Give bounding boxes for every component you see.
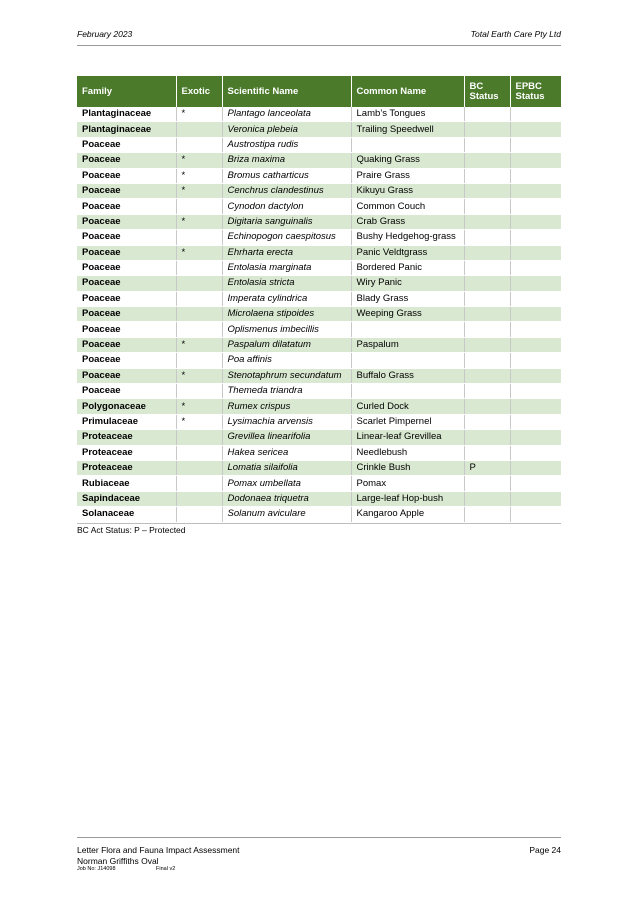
cell-bc-status: [464, 414, 510, 429]
cell-common-name: Paspalum: [351, 337, 464, 352]
cell-bc-status: [464, 368, 510, 383]
cell-exotic: [176, 476, 222, 491]
cell-epbc-status: [510, 276, 561, 291]
cell-exotic: [176, 230, 222, 245]
cell-common-name: Bushy Hedgehog-grass: [351, 230, 464, 245]
cell-common-name: Trailing Speedwell: [351, 122, 464, 137]
cell-family: Sapindaceae: [77, 491, 176, 506]
cell-common-name: Pomax: [351, 476, 464, 491]
cell-family: Poaceae: [77, 276, 176, 291]
col-header-exotic: Exotic: [176, 76, 222, 107]
cell-common-name: Buffalo Grass: [351, 368, 464, 383]
cell-common-name: Common Couch: [351, 199, 464, 214]
cell-scientific-name: Entolasia stricta: [222, 276, 351, 291]
cell-family: Poaceae: [77, 291, 176, 306]
cell-bc-status: [464, 107, 510, 122]
cell-epbc-status: [510, 368, 561, 383]
cell-exotic: [176, 307, 222, 322]
footer-divider: [77, 837, 561, 838]
cell-scientific-name: Solanum aviculare: [222, 507, 351, 522]
cell-bc-status: [464, 153, 510, 168]
cell-common-name: Curled Dock: [351, 399, 464, 414]
cell-epbc-status: [510, 384, 561, 399]
cell-common-name: Blady Grass: [351, 291, 464, 306]
status-note: BC Act Status: P – Protected: [77, 525, 186, 535]
cell-exotic: *: [176, 153, 222, 168]
table-row: [77, 199, 561, 214]
cell-family: Poaceae: [77, 322, 176, 337]
cell-exotic: [176, 137, 222, 152]
cell-family: Proteaceae: [77, 445, 176, 460]
cell-common-name: Crinkle Bush: [351, 460, 464, 475]
cell-epbc-status: [510, 199, 561, 214]
cell-family: Rubiaceae: [77, 476, 176, 491]
cell-scientific-name: Lomatia silaifolia: [222, 460, 351, 475]
table-row: [77, 414, 561, 429]
cell-common-name: Scarlet Pimpernel: [351, 414, 464, 429]
table-row: [77, 276, 561, 291]
cell-epbc-status: [510, 353, 561, 368]
table-row: [77, 322, 561, 337]
table-row: [77, 491, 561, 506]
cell-common-name: [351, 322, 464, 337]
cell-bc-status: [464, 122, 510, 137]
cell-exotic: *: [176, 245, 222, 260]
header-date: February 2023: [77, 29, 133, 39]
cell-epbc-status: [510, 430, 561, 445]
cell-family: Proteaceae: [77, 430, 176, 445]
table-row: [77, 214, 561, 229]
cell-bc-status: [464, 337, 510, 352]
cell-family: Poaceae: [77, 214, 176, 229]
cell-scientific-name: Ehrharta erecta: [222, 245, 351, 260]
col-header-scientific-name: Scientific Name: [222, 76, 351, 107]
col-header-epbc-status: EPBC Status: [510, 76, 561, 107]
cell-common-name: [351, 353, 464, 368]
cell-exotic: *: [176, 337, 222, 352]
cell-bc-status: [464, 399, 510, 414]
cell-bc-status: [464, 384, 510, 399]
cell-scientific-name: Plantago lanceolata: [222, 107, 351, 122]
cell-scientific-name: Hakea sericea: [222, 445, 351, 460]
cell-family: Primulaceae: [77, 414, 176, 429]
cell-exotic: [176, 122, 222, 137]
cell-exotic: *: [176, 414, 222, 429]
cell-exotic: *: [176, 168, 222, 183]
cell-exotic: [176, 260, 222, 275]
footer-document-title: Letter Flora and Fauna Impact Assessment: [77, 845, 240, 855]
cell-exotic: [176, 445, 222, 460]
cell-bc-status: [464, 430, 510, 445]
cell-common-name: Quaking Grass: [351, 153, 464, 168]
cell-common-name: [351, 137, 464, 152]
cell-scientific-name: Entolasia marginata: [222, 260, 351, 275]
cell-scientific-name: Themeda triandra: [222, 384, 351, 399]
cell-family: Poaceae: [77, 168, 176, 183]
cell-epbc-status: [510, 337, 561, 352]
cell-family: Proteaceae: [77, 460, 176, 475]
table-row: [77, 122, 561, 137]
species-table-body: [77, 107, 561, 522]
cell-bc-status: [464, 199, 510, 214]
table-row: [77, 183, 561, 198]
cell-common-name: Kikuyu Grass: [351, 183, 464, 198]
cell-family: Solanaceae: [77, 507, 176, 522]
cell-family: Poaceae: [77, 337, 176, 352]
cell-epbc-status: [510, 307, 561, 322]
cell-bc-status: [464, 322, 510, 337]
table-row: [77, 153, 561, 168]
cell-epbc-status: [510, 476, 561, 491]
cell-common-name: Praire Grass: [351, 168, 464, 183]
cell-epbc-status: [510, 460, 561, 475]
cell-bc-status: [464, 307, 510, 322]
cell-epbc-status: [510, 445, 561, 460]
cell-bc-status: [464, 476, 510, 491]
cell-bc-status: P: [464, 460, 510, 475]
cell-epbc-status: [510, 491, 561, 506]
col-header-common-name: Common Name: [351, 76, 464, 107]
table-row: [77, 230, 561, 245]
cell-family: Plantaginaceae: [77, 107, 176, 122]
cell-family: Poaceae: [77, 353, 176, 368]
cell-exotic: [176, 507, 222, 522]
cell-scientific-name: Veronica plebeia: [222, 122, 351, 137]
cell-bc-status: [464, 230, 510, 245]
table-row: [77, 353, 561, 368]
cell-family: Poaceae: [77, 137, 176, 152]
cell-exotic: *: [176, 368, 222, 383]
cell-epbc-status: [510, 107, 561, 122]
cell-family: Poaceae: [77, 230, 176, 245]
cell-exotic: *: [176, 214, 222, 229]
footer-page-number: Page 24: [529, 845, 561, 855]
cell-common-name: Panic Veldtgrass: [351, 245, 464, 260]
table-row: [77, 384, 561, 399]
cell-scientific-name: Poa affinis: [222, 353, 351, 368]
cell-epbc-status: [510, 507, 561, 522]
cell-common-name: Lamb’s Tongues: [351, 107, 464, 122]
cell-bc-status: [464, 445, 510, 460]
cell-scientific-name: Austrostipa rudis: [222, 137, 351, 152]
cell-common-name: Needlebush: [351, 445, 464, 460]
table-row: [77, 245, 561, 260]
cell-scientific-name: Lysimachia arvensis: [222, 414, 351, 429]
cell-scientific-name: Dodonaea triquetra: [222, 491, 351, 506]
table-row: [77, 507, 561, 522]
cell-common-name: Wiry Panic: [351, 276, 464, 291]
table-row: [77, 445, 561, 460]
cell-common-name: Large-leaf Hop-bush: [351, 491, 464, 506]
table-row: [77, 399, 561, 414]
cell-bc-status: [464, 137, 510, 152]
cell-bc-status: [464, 183, 510, 198]
cell-scientific-name: Cenchrus clandestinus: [222, 183, 351, 198]
table-row: [77, 476, 561, 491]
header-company: Total Earth Care Pty Ltd: [470, 29, 561, 39]
cell-epbc-status: [510, 291, 561, 306]
cell-bc-status: [464, 260, 510, 275]
cell-bc-status: [464, 507, 510, 522]
cell-scientific-name: Stenotaphrum secundatum: [222, 368, 351, 383]
cell-bc-status: [464, 245, 510, 260]
cell-common-name: Weeping Grass: [351, 307, 464, 322]
cell-exotic: [176, 491, 222, 506]
table-row: [77, 260, 561, 275]
cell-epbc-status: [510, 214, 561, 229]
cell-family: Poaceae: [77, 368, 176, 383]
cell-scientific-name: Oplismenus imbecillis: [222, 322, 351, 337]
cell-epbc-status: [510, 137, 561, 152]
table-bottom-border: [77, 523, 561, 524]
cell-family: Poaceae: [77, 384, 176, 399]
cell-bc-status: [464, 353, 510, 368]
cell-exotic: *: [176, 183, 222, 198]
cell-common-name: Kangaroo Apple: [351, 507, 464, 522]
cell-scientific-name: Bromus catharticus: [222, 168, 351, 183]
table-row: [77, 337, 561, 352]
cell-scientific-name: Grevillea linearifolia: [222, 430, 351, 445]
cell-exotic: [176, 199, 222, 214]
cell-epbc-status: [510, 260, 561, 275]
cell-epbc-status: [510, 122, 561, 137]
cell-bc-status: [464, 291, 510, 306]
cell-common-name: Crab Grass: [351, 214, 464, 229]
cell-family: Poaceae: [77, 199, 176, 214]
cell-exotic: [176, 384, 222, 399]
cell-epbc-status: [510, 168, 561, 183]
cell-epbc-status: [510, 399, 561, 414]
cell-common-name: Bordered Panic: [351, 260, 464, 275]
cell-family: Poaceae: [77, 307, 176, 322]
cell-epbc-status: [510, 322, 561, 337]
cell-common-name: Linear-leaf Grevillea: [351, 430, 464, 445]
cell-family: Plantaginaceae: [77, 122, 176, 137]
cell-family: Polygonaceae: [77, 399, 176, 414]
cell-family: Poaceae: [77, 260, 176, 275]
cell-scientific-name: Pomax umbellata: [222, 476, 351, 491]
col-header-family: Family: [77, 76, 176, 107]
cell-scientific-name: Microlaena stipoides: [222, 307, 351, 322]
cell-exotic: [176, 460, 222, 475]
cell-exotic: *: [176, 399, 222, 414]
cell-scientific-name: Briza maxima: [222, 153, 351, 168]
cell-scientific-name: Digitaria sanguinalis: [222, 214, 351, 229]
cell-epbc-status: [510, 230, 561, 245]
species-table: [77, 76, 561, 523]
footer-site-name: Norman Griffiths Oval: [77, 856, 159, 866]
cell-family: Poaceae: [77, 245, 176, 260]
table-row: [77, 307, 561, 322]
table-row: [77, 137, 561, 152]
cell-epbc-status: [510, 245, 561, 260]
footer-job-number: Job No: J14098: [77, 866, 116, 872]
cell-epbc-status: [510, 183, 561, 198]
cell-bc-status: [464, 491, 510, 506]
footer-version: Final v2: [156, 866, 176, 872]
cell-bc-status: [464, 214, 510, 229]
table-row: [77, 460, 561, 475]
table-header-row: [77, 76, 561, 107]
cell-scientific-name: Imperata cylindrica: [222, 291, 351, 306]
cell-scientific-name: Cynodon dactylon: [222, 199, 351, 214]
table-row: [77, 430, 561, 445]
cell-exotic: *: [176, 107, 222, 122]
table-row: [77, 368, 561, 383]
cell-family: Poaceae: [77, 153, 176, 168]
table-row: [77, 107, 561, 122]
col-header-bc-status: BC Status: [464, 76, 510, 107]
cell-epbc-status: [510, 414, 561, 429]
cell-exotic: [176, 322, 222, 337]
cell-exotic: [176, 291, 222, 306]
cell-epbc-status: [510, 153, 561, 168]
cell-exotic: [176, 276, 222, 291]
cell-scientific-name: Echinopogon caespitosus: [222, 230, 351, 245]
cell-scientific-name: Rumex crispus: [222, 399, 351, 414]
cell-bc-status: [464, 168, 510, 183]
cell-bc-status: [464, 276, 510, 291]
cell-family: Poaceae: [77, 183, 176, 198]
cell-exotic: [176, 430, 222, 445]
table-row: [77, 291, 561, 306]
header-divider: [77, 45, 561, 46]
cell-exotic: [176, 353, 222, 368]
cell-common-name: [351, 384, 464, 399]
table-row: [77, 168, 561, 183]
cell-scientific-name: Paspalum dilatatum: [222, 337, 351, 352]
